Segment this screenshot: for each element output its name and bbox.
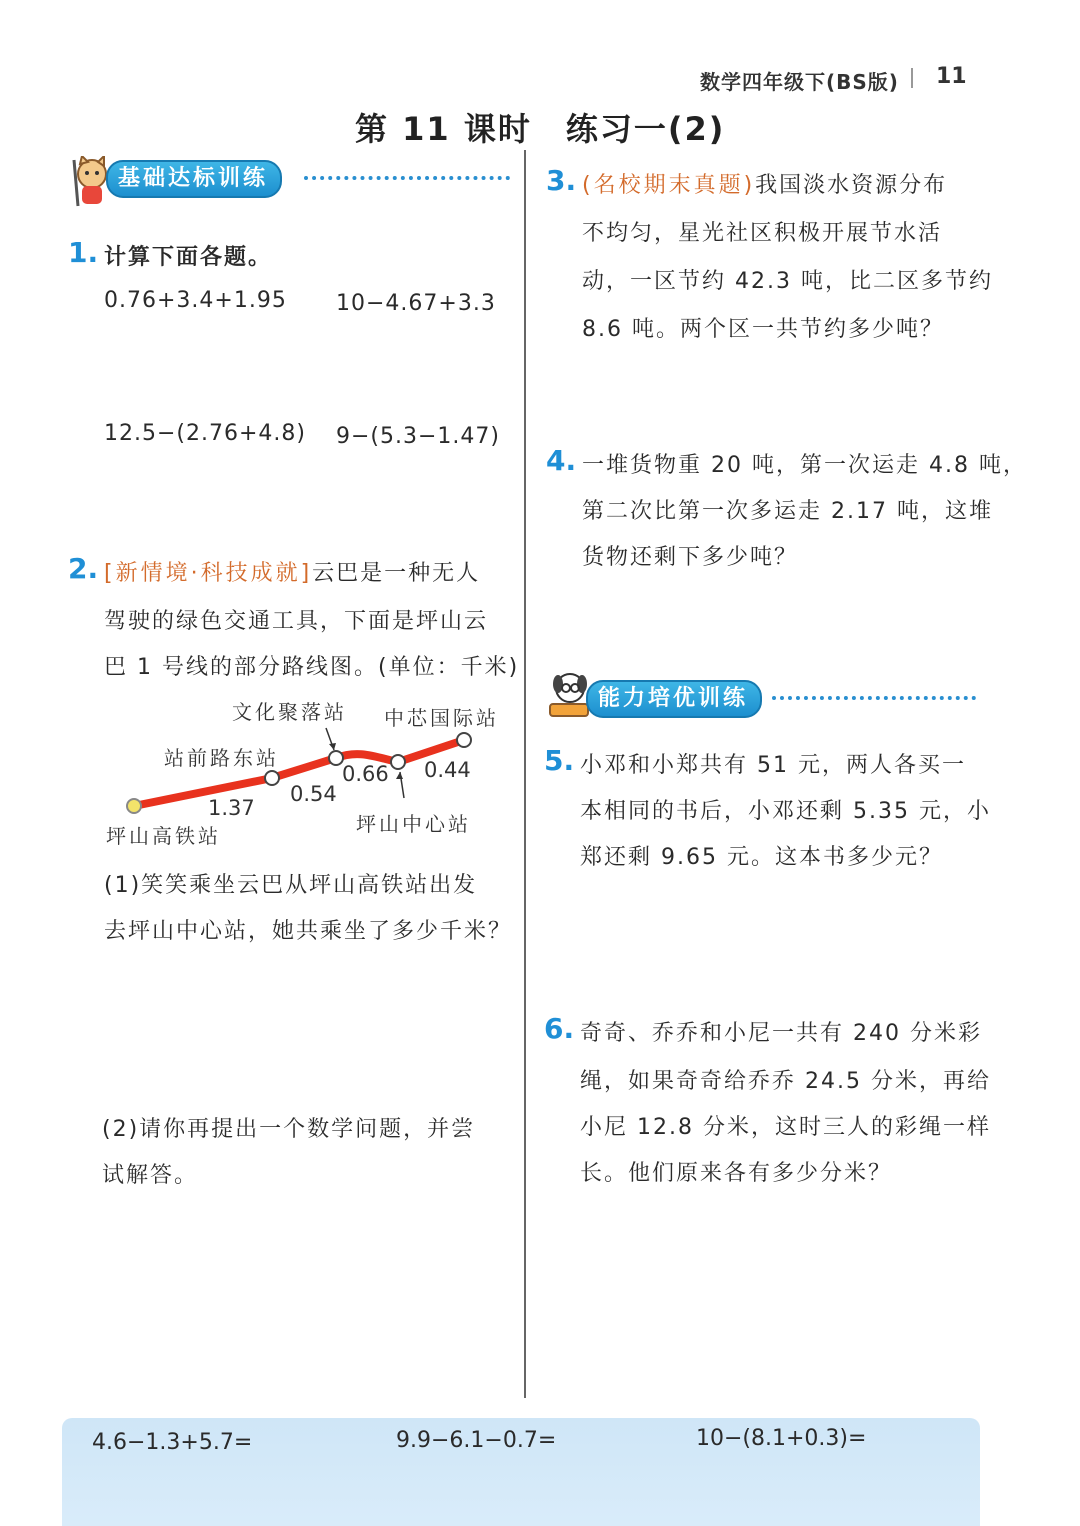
station-dot-zhanqianlu [265,771,279,785]
question-6-line-3: 小尼 12.8 分米，这时三人的彩绳一样 [580,1115,991,1140]
question-number-2: 2. [68,552,99,585]
question-2-sub-2-line-1: (2)请你再提出一个数学问题，并尝 [102,1117,476,1142]
distance-4: 0.44 [424,758,471,782]
section-label-advanced: 能力培优训练 [586,680,762,718]
station-label-gaotie: 坪山高铁站 [106,824,221,848]
question-5-line-3: 郑还剩 9.65 元。这本书多少元？ [580,845,943,870]
station-dot-wenhua [329,751,343,765]
footer-expression-b: 9.9−6.1−0.7= [396,1428,557,1453]
station-label-zhongxinguoji: 中芯国际站 [384,706,499,730]
question-2-line-1: [新情境·科技成就]云巴是一种无人 [104,561,481,586]
q1-expression-b: 10−4.67+3.3 [336,291,496,316]
distance-1: 1.37 [208,796,255,820]
q1-expression-c: 12.5−(2.76+4.8) [104,421,306,446]
station-label-wenhua: 文化聚落站 [232,700,347,724]
section-label-basic: 基础达标训练 [106,160,282,198]
question-2-line-3: 巴 1 号线的部分路线图。(单位：千米) [104,655,520,680]
question-3-tag: (名校期末真题) [582,173,756,198]
question-3-line-4: 8.6 吨。两个区一共节约多少吨？ [582,317,944,342]
question-5-line-2: 本相同的书后，小邓还剩 5.35 元，小 [580,799,991,824]
distance-3: 0.66 [342,762,389,786]
question-number-1: 1. [68,236,99,269]
question-number-6: 6. [544,1012,575,1045]
station-label-zhanqianlu: 站前路东站 [164,746,279,770]
section-banner-advanced [546,680,976,716]
footer-expression-c: 10−(8.1+0.3)= [696,1426,867,1451]
question-3-line-3: 动，一区节约 42.3 吨，比二区多节约 [582,269,993,294]
station-dot-zhongxinguoji [457,733,471,747]
q1-expression-d: 9−(5.3−1.47) [336,424,501,449]
station-label-zhongxin: 坪山中心站 [356,812,471,836]
question-2-sub-1-line-1: (1)笑笑乘坐云巴从坪山高铁站出发 [104,873,478,898]
section-banner-basic [68,160,512,196]
station-dot-gaotie [127,799,141,813]
q1-expression-a: 0.76+3.4+1.95 [104,288,287,313]
question-4-line-2: 第二次比第一次多运走 2.17 吨，这堆 [582,499,993,524]
question-number-4: 4. [546,444,577,477]
question-6-line-1: 奇奇、乔乔和小尼一共有 240 分米彩 [580,1021,982,1046]
banner-dots [772,696,976,700]
column-divider [524,150,526,1398]
question-2-line-2: 驾驶的绿色交通工具，下面是坪山云 [104,609,489,634]
footer-expression-a: 4.6−1.3+5.7= [92,1430,253,1455]
question-number-3: 3. [546,164,577,197]
page-number: 11 [936,64,967,89]
question-3-line-2: 不均匀，星光社区积极开展节水活 [582,221,943,246]
banner-dots [304,176,510,180]
question-2-tag: [新情境·科技成就] [104,561,313,586]
question-6-line-4: 长。他们原来各有多少分米？ [580,1161,893,1186]
header-divider [911,68,913,88]
question-5-line-1: 小邓和小郑共有 51 元，两人各买一 [580,753,966,778]
station-dot-zhongxin [391,755,405,769]
distance-2: 0.54 [290,782,337,806]
question-4-line-1: 一堆货物重 20 吨，第一次运走 4.8 吨， [582,453,1027,478]
question-number-5: 5. [544,744,575,777]
question-6-line-2: 绳，如果奇奇给乔乔 24.5 分米，再给 [580,1069,991,1094]
question-3-line-1: (名校期末真题)我国淡水资源分布 [582,173,948,198]
book-title: 数学四年级下(BS版) [700,70,899,94]
question-4-line-3: 货物还剩下多少吨？ [582,545,799,570]
question-2-sub-2-line-2: 试解答。 [102,1163,199,1188]
question-2-sub-1-line-2: 去坪山中心站，她共乘坐了多少千米？ [104,919,513,944]
lesson-title: 第 11 课时 练习一(2) [355,110,726,148]
question-1-text: 计算下面各题。 [104,245,273,270]
